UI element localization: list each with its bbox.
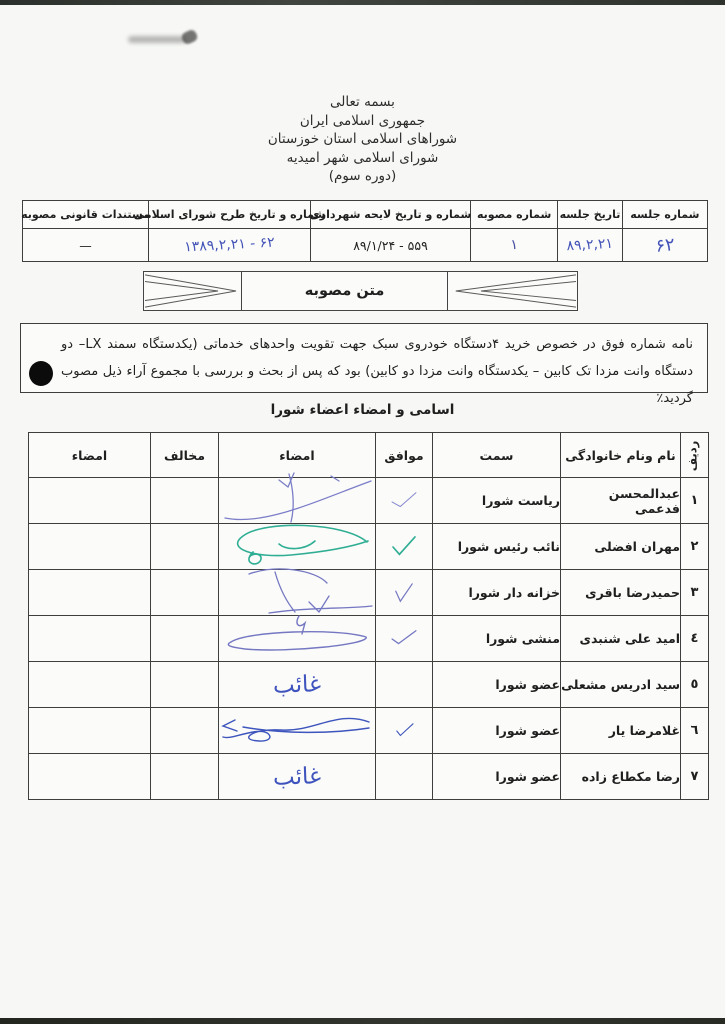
signature-scribble (219, 478, 376, 524)
check-mark-icon (388, 536, 420, 558)
letterhead-line: بسمه تعالی (330, 94, 395, 110)
signature-cell (219, 662, 376, 708)
scan-edge-bottom (0, 1018, 725, 1024)
info-header: شماره و تاریخ لایحه شهرداری (311, 201, 470, 229)
agree-vote-cell (376, 616, 433, 662)
info-col-session-number (623, 201, 707, 261)
member-position: عضو شورا (433, 662, 561, 708)
info-value: ۸۹,۲,۲۱ (566, 235, 614, 255)
info-col-resolution-number (471, 201, 558, 261)
resolution-info-table (22, 200, 708, 262)
member-row (29, 478, 709, 524)
banner-title: متن مصوبه (241, 272, 448, 310)
oppose-vote-cell (151, 616, 219, 662)
letterhead-line: شورای اسلامی شهر امیدیه (286, 149, 439, 166)
member-position: نائب رئیس شورا (433, 524, 561, 570)
member-row (29, 754, 709, 800)
info-col-session-date (558, 201, 622, 261)
member-position: خزانه دار شورا (433, 570, 561, 616)
oppose-signature-cell (29, 662, 151, 708)
member-position: ریاست شورا (433, 478, 561, 524)
oppose-signature-cell (29, 478, 151, 524)
signature-cell (219, 616, 376, 662)
letterhead-line: شوراهای اسلامی استان خوزستان (267, 131, 458, 147)
header-position: سمت (433, 433, 561, 478)
info-value: ۵۵۹ - ۸۹/۱/۲۴ (353, 237, 428, 253)
agree-vote-cell (376, 662, 433, 708)
oppose-vote-cell (151, 524, 219, 570)
letterhead-line: (دوره سوم) (328, 168, 397, 184)
oppose-vote-cell (151, 708, 219, 754)
oppose-vote-cell (151, 662, 219, 708)
info-value: ۱ (509, 236, 519, 254)
info-header: مستندات قانونی مصوبه (23, 201, 148, 229)
info-header: شماره جلسه (623, 201, 707, 229)
signature-scribble (219, 524, 376, 570)
info-col-municipality-bill (311, 201, 471, 261)
signature-cell (219, 524, 376, 570)
resolution-banner (143, 271, 578, 311)
absent-note: غائب (272, 670, 322, 699)
signature-scribble (219, 570, 376, 616)
oppose-signature-cell (29, 616, 151, 662)
oppose-signature-cell (29, 570, 151, 616)
oppose-vote-cell (151, 754, 219, 800)
header-oppose-signature: امضاء (29, 433, 151, 478)
info-value: — (79, 237, 92, 253)
row-number: ۲ (681, 524, 709, 570)
header-row-number-label: ردیف (685, 440, 700, 471)
member-name: رضا مکطاع زاده (561, 754, 681, 800)
info-header: شماره مصوبه (471, 201, 557, 229)
row-number: ۱ (681, 478, 709, 524)
member-name: مهران افضلی (561, 524, 681, 570)
info-header: شماره و تاریخ طرح شورای اسلامی (149, 201, 310, 229)
member-name: عبدالمحسن فدعمی (561, 478, 681, 524)
absent-note: غائب (272, 762, 322, 791)
signature-cell (219, 570, 376, 616)
header-signature: امضاء (219, 433, 376, 478)
scan-edge-top (0, 0, 725, 5)
member-row (29, 708, 709, 754)
header-agree: موافق (376, 433, 433, 478)
header-row-number (681, 433, 709, 478)
oppose-signature-cell (29, 708, 151, 754)
header-name: نام ونام خانوادگی (561, 433, 681, 478)
agree-vote-cell (376, 524, 433, 570)
row-number: ٤ (681, 616, 709, 662)
agree-vote-cell (376, 478, 433, 524)
signature-cell (219, 708, 376, 754)
row-number: ٧ (681, 754, 709, 800)
check-mark-icon (388, 582, 420, 604)
row-number: ٦ (681, 708, 709, 754)
member-position: منشی شورا (433, 616, 561, 662)
check-mark-icon (388, 490, 420, 512)
members-table (28, 432, 709, 800)
member-row (29, 570, 709, 616)
chevron-left-icon (448, 272, 577, 310)
hole-punch (29, 361, 53, 386)
ink-smudge (128, 36, 186, 43)
chevron-right-icon (144, 272, 241, 310)
oppose-vote-cell (151, 570, 219, 616)
signature-cell (219, 478, 376, 524)
member-name: سید ادریس مشعلی (561, 662, 681, 708)
info-value: ۶۲ - ۱۳۸۹,۲,۲۱ (183, 234, 276, 256)
agree-vote-cell (376, 708, 433, 754)
members-header-row (29, 433, 709, 478)
letterhead (0, 93, 725, 186)
header-oppose: مخالف (151, 433, 219, 478)
agree-vote-cell (376, 570, 433, 616)
check-mark-icon (388, 628, 420, 650)
member-name: امید علی شنبدی (561, 616, 681, 662)
agree-vote-cell (376, 754, 433, 800)
member-name: غلامرضا یار (561, 708, 681, 754)
info-value: ۶۲ (654, 233, 676, 257)
oppose-signature-cell (29, 524, 151, 570)
member-position: عضو شورا (433, 708, 561, 754)
signature-scribble (219, 708, 376, 754)
member-row (29, 662, 709, 708)
member-name: حمیدرضا باقری (561, 570, 681, 616)
info-header: تاریخ جلسه (558, 201, 621, 229)
info-col-legal-docs (23, 201, 149, 261)
check-mark-icon (391, 722, 417, 740)
row-number: ٥ (681, 662, 709, 708)
member-row (29, 524, 709, 570)
members-section-title: اسامی و امضاء اعضاء شورا (270, 402, 455, 418)
signature-scribble (219, 616, 376, 662)
info-col-council-plan (133, 201, 326, 261)
ink-smudge (180, 28, 199, 45)
resolution-text: نامه شماره فوق در خصوص خرید ۴دستگاه خودروی سبک جهت تقویت واحدهای خدماتی (یکدستگاه سمند LX– دو دستگاه وانت مزدا تک کابین – یکدستگاه وانت مزدا دو کابین) بود که پس از بحث و بررسی با مجموع آراء ذیل مصوب گردید٪ (61, 337, 693, 406)
signature-cell (219, 754, 376, 800)
oppose-signature-cell (29, 754, 151, 800)
resolution-text-box (20, 323, 708, 406)
member-row (29, 616, 709, 662)
member-position: عضو شورا (433, 754, 561, 800)
letterhead-line: جمهوری اسلامی ایران (299, 112, 426, 129)
oppose-vote-cell (151, 478, 219, 524)
row-number: ۳ (681, 570, 709, 616)
